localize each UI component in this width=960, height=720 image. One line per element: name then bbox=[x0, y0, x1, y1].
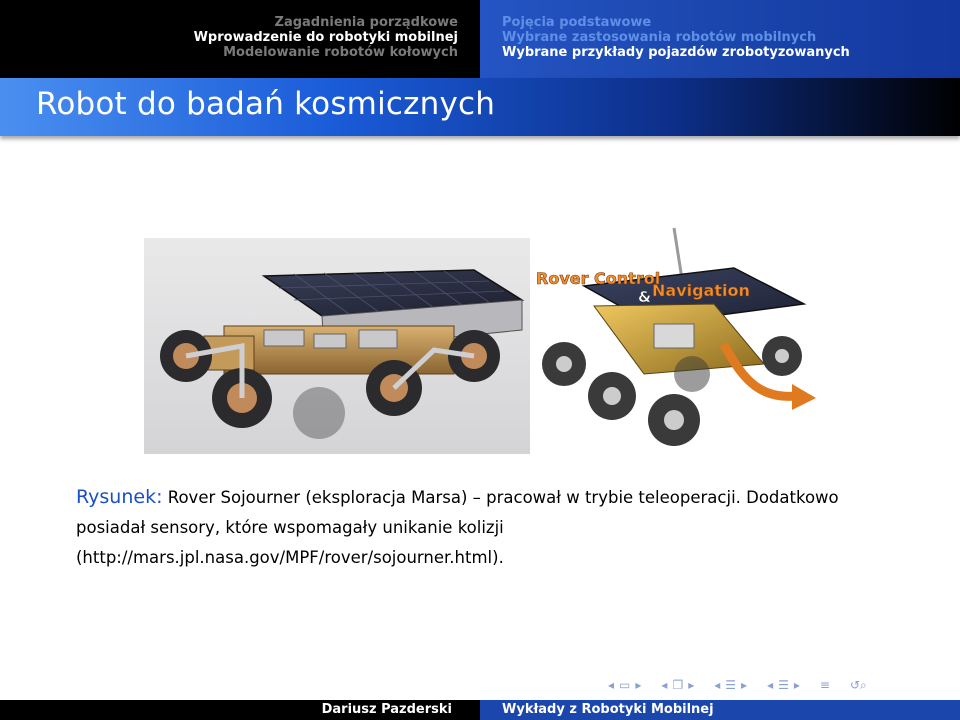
frame-icon[interactable]: ▭ bbox=[619, 678, 631, 692]
frame-title: Robot do badań kosmicznych bbox=[36, 86, 496, 122]
frame-title-bar bbox=[0, 78, 960, 136]
arrow-right-icon[interactable]: ▸ bbox=[741, 678, 748, 692]
section-icon[interactable]: ☰ bbox=[778, 678, 789, 692]
nav-section-wprowadzenie[interactable]: Wprowadzenie do robotyki mobilnej bbox=[193, 30, 458, 45]
arrow-right-icon[interactable]: ▸ bbox=[688, 678, 695, 692]
nav-subsection-przyklady[interactable]: Wybrane przykłady pojazdów zrobotyzowanych bbox=[502, 45, 850, 60]
subsection-navigation bbox=[480, 0, 960, 78]
nav-section-zagadnienia[interactable]: Zagadnienia porządkowe bbox=[274, 15, 458, 30]
align-icon[interactable]: ≡ bbox=[819, 678, 830, 692]
arrow-left-icon[interactable]: ◂ bbox=[714, 678, 721, 692]
nav-subsection-pojecia[interactable]: Pojęcia podstawowe bbox=[502, 15, 652, 30]
header-navigation bbox=[0, 0, 960, 78]
section-icon[interactable]: ☰ bbox=[725, 678, 737, 692]
nav-section-modelowanie[interactable]: Modelowanie robotów kołowych bbox=[223, 45, 458, 60]
overlay-rover-control: Rover Control bbox=[536, 269, 661, 288]
arrow-left-icon[interactable]: ◂ bbox=[661, 678, 668, 692]
overlay-ampersand: & bbox=[638, 288, 652, 306]
rover-photo-right bbox=[534, 224, 818, 456]
section-navigation bbox=[0, 0, 480, 78]
rover-photo-left bbox=[144, 238, 530, 454]
footer-course: Wykłady z Robotyki Mobilnej bbox=[480, 700, 960, 720]
caption-text: Rover Sojourner (eksploracja Marsa) – pracował w trybie teleoperacji. Dodatkowo posiadał sensory, które wspomagały unikanie kolizji (http://mars.jpl.nasa.gov/MPF/rover/sojourner.html). bbox=[76, 488, 839, 567]
subsection-icon[interactable]: ❐ bbox=[672, 678, 684, 692]
rover-illustration-right bbox=[534, 224, 818, 456]
footer-author: Dariusz Pazderski bbox=[0, 700, 480, 720]
arrow-left-icon[interactable]: ◂ bbox=[608, 678, 615, 692]
overlay-navigation: Navigation bbox=[652, 281, 750, 300]
arrow-left-icon[interactable]: ◂ bbox=[767, 678, 774, 692]
footer bbox=[0, 700, 960, 720]
beamer-navigation-symbols bbox=[608, 675, 953, 695]
arrow-right-icon[interactable]: ▸ bbox=[635, 678, 642, 692]
caption-label: Rysunek: bbox=[76, 486, 163, 508]
figure-caption bbox=[76, 482, 896, 573]
rover-illustration-left bbox=[144, 238, 530, 454]
arrow-right-icon[interactable]: ▸ bbox=[793, 678, 800, 692]
nav-subsection-zastosowania[interactable]: Wybrane zastosowania robotów mobilnych bbox=[502, 30, 817, 45]
search-icon[interactable]: ↺⌕ bbox=[849, 677, 867, 692]
